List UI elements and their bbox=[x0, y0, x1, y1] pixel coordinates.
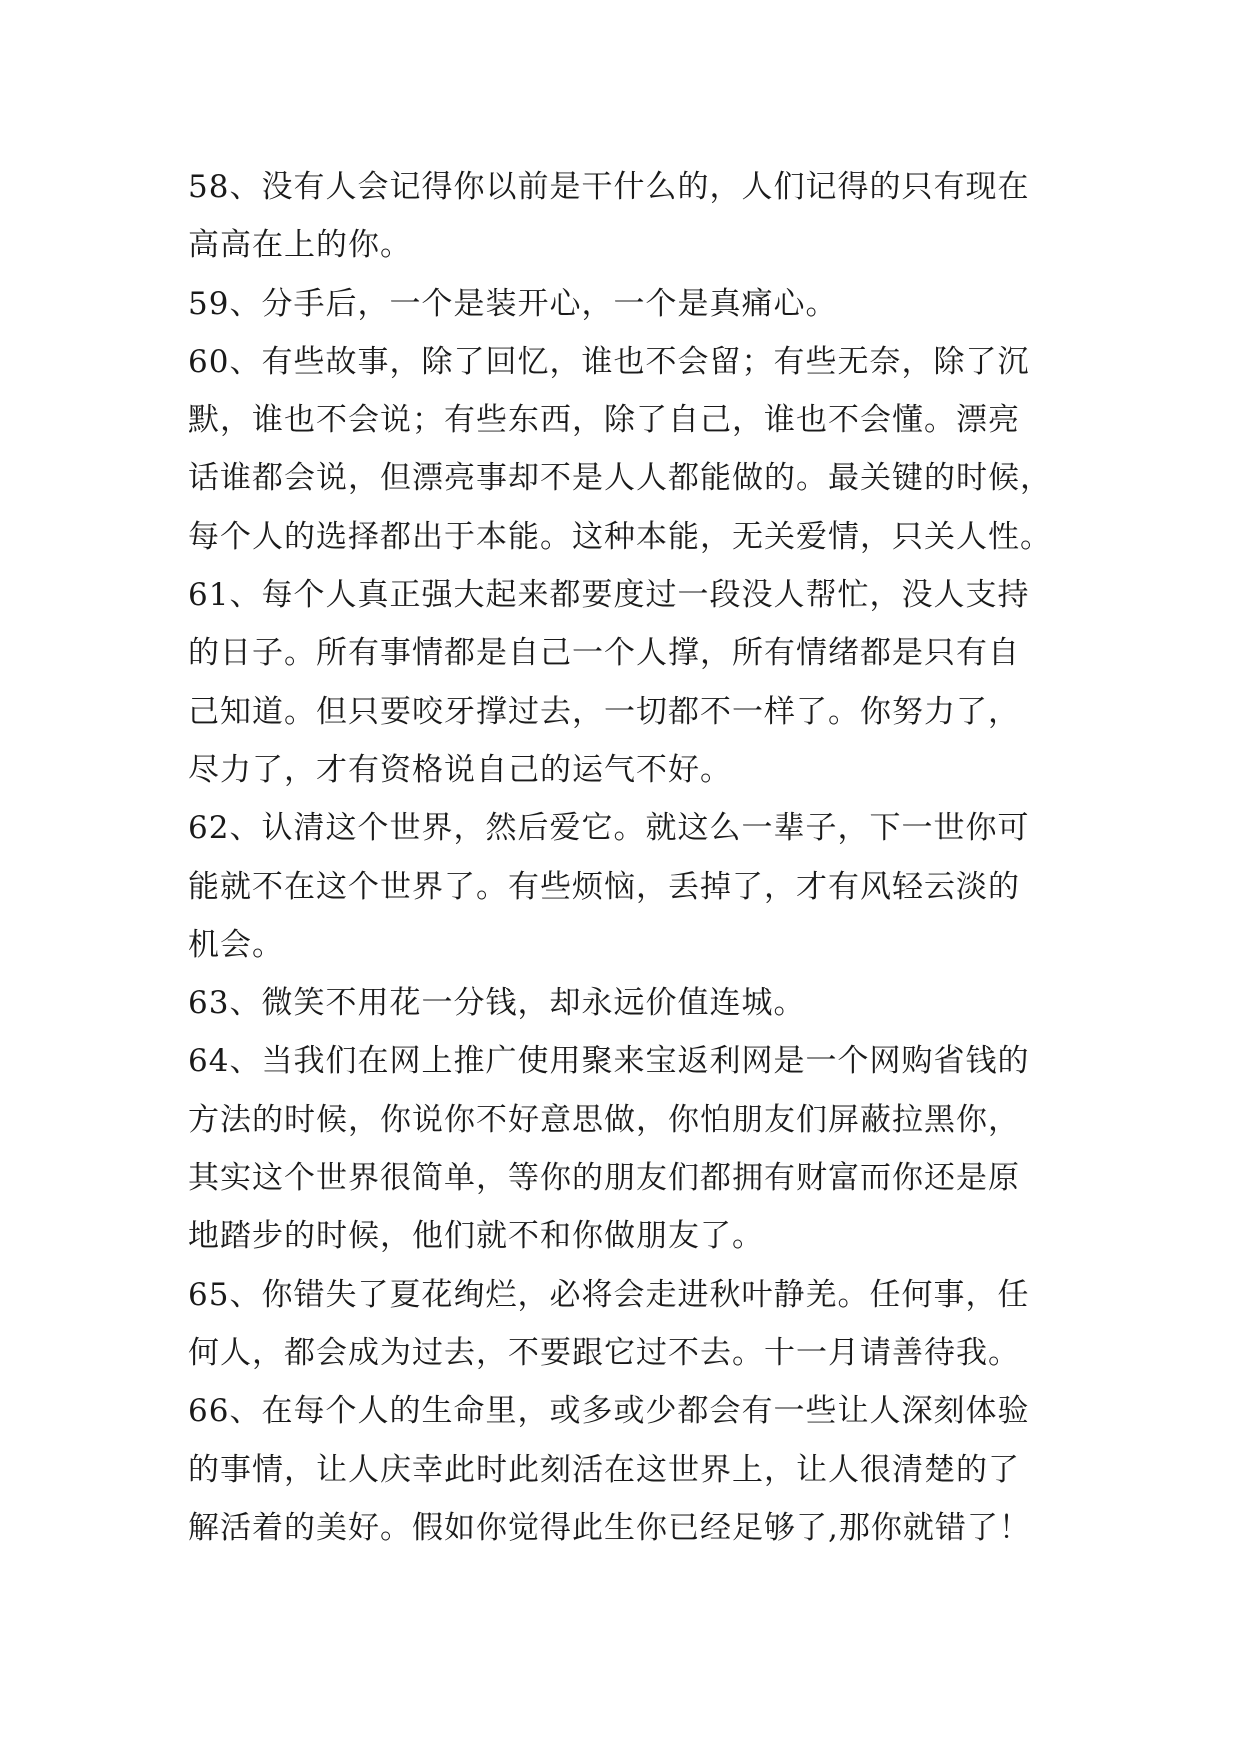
text-line: 的事情，让人庆幸此时此刻活在这世界上，让人很清楚的了 bbox=[188, 1451, 1020, 1488]
text-line: 每个人的选择都出于本能。这种本能，无关爱情，只关人性。 bbox=[188, 518, 1052, 555]
text-line: 62、认清这个世界，然后爱它。就这么一辈子，下一世你可 bbox=[188, 810, 1030, 847]
text-line: 高高在上的你。 bbox=[188, 227, 412, 264]
text-line: 的日子。所有事情都是自己一个人撑，所有情绪都是只有自 bbox=[188, 635, 1020, 672]
text-line: 59、分手后，一个是装开心，一个是真痛心。 bbox=[188, 285, 838, 322]
text-line: 其实这个世界很简单，等你的朋友们都拥有财富而你还是原 bbox=[188, 1160, 1020, 1197]
text-line: 话谁都会说，但漂亮事却不是人人都能做的。最关键的时候， bbox=[188, 460, 1052, 497]
text-line: 尽力了，才有资格说自己的运气不好。 bbox=[188, 751, 732, 788]
text-line: 63、微笑不用花一分钱，却永远价值连城。 bbox=[188, 985, 806, 1022]
text-line: 机会。 bbox=[188, 926, 284, 963]
text-line: 65、你错失了夏花绚烂，必将会走进秋叶静羌。任何事，任 bbox=[188, 1276, 1030, 1313]
text-line: 58、没有人会记得你以前是干什么的，人们记得的只有现在 bbox=[188, 169, 1030, 205]
text-line: 何人，都会成为过去，不要跟它过不去。十一月请善待我。 bbox=[188, 1334, 1020, 1371]
text-line: 64、当我们在网上推广使用聚来宝返利网是一个网购省钱的 bbox=[188, 1043, 1030, 1080]
text-line: 66、在每个人的生命里，或多或少都会有一些让人深刻体验 bbox=[188, 1393, 1030, 1430]
text-line: 61、每个人真正强大起来都要度过一段没人帮忙，没人支持 bbox=[188, 577, 1030, 614]
text-line: 地踏步的时候，他们就不和你做朋友了。 bbox=[188, 1218, 764, 1255]
text-line: 60、有些故事，除了回忆，谁也不会留；有些无奈，除了沉 bbox=[188, 343, 1030, 380]
text-line: 己知道。但只要咬牙撑过去，一切都不一样了。你努力了， bbox=[188, 693, 1020, 730]
text-line: 默，谁也不会说；有些东西，除了自己，谁也不会懂。漂亮 bbox=[188, 402, 1020, 439]
text-line: 解活着的美好。假如你觉得此生你已经足够了,那你就错了！ bbox=[188, 1509, 1031, 1546]
document-body bbox=[188, 158, 1068, 1557]
text-line: 方法的时候，你说你不好意思做，你怕朋友们屏蔽拉黑你， bbox=[188, 1101, 1020, 1138]
text-line: 能就不在这个世界了。有些烦恼，丢掉了，才有风轻云淡的 bbox=[188, 868, 1020, 905]
